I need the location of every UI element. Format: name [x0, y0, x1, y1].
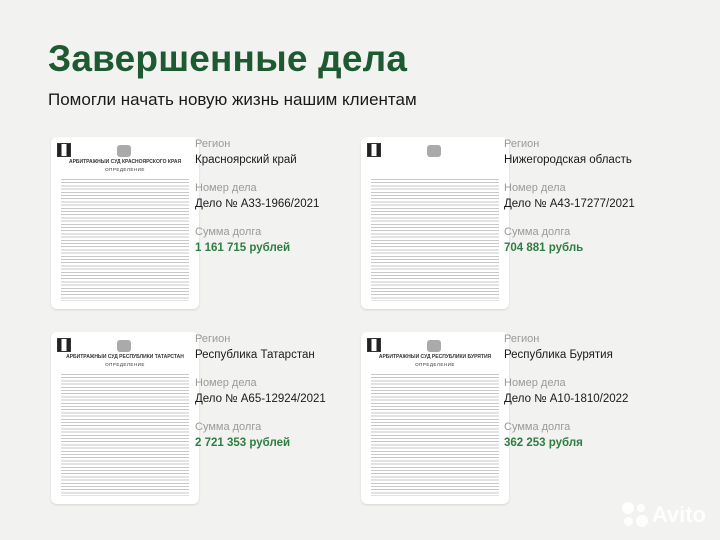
page-title: Завершенные дела — [48, 38, 408, 79]
case-number-value: Дело № А10-1810/2022 — [504, 393, 629, 405]
debt-amount-value: 704 881 рубль — [504, 242, 584, 254]
case-number-label: Номер дела — [504, 182, 566, 194]
emblem-icon — [117, 145, 131, 157]
document-court-name: АРБИТРАЖНЫЙ СУД КРАСНОЯРСКОГО КРАЯ — [68, 159, 182, 165]
avito-logo-icon — [622, 502, 648, 528]
document-text — [371, 179, 499, 301]
case-number-label: Номер дела — [195, 182, 257, 194]
region-label: Регион — [504, 138, 540, 150]
document-title: ОПРЕДЕЛЕНИЕ — [105, 362, 145, 367]
region-value: Красноярский край — [195, 154, 297, 166]
case-number-label: Номер дела — [195, 377, 257, 389]
region-value: Республика Бурятия — [504, 349, 613, 361]
document-title: ОПРЕДЕЛЕНИЕ — [415, 362, 455, 367]
region-value: Республика Татарстан — [195, 349, 315, 361]
document-court-name: АРБИТРАЖНЫЙ СУД РЕСПУБЛИКИ ТАТАРСТАН — [66, 354, 184, 360]
emblem-icon — [427, 145, 441, 157]
court-document-thumbnail[interactable] — [51, 137, 199, 309]
qr-code-icon — [57, 143, 71, 157]
region-label: Регион — [195, 138, 231, 150]
document-title: ОПРЕДЕЛЕНИЕ — [105, 167, 145, 172]
qr-code-icon — [367, 143, 381, 157]
region-label: Регион — [195, 333, 231, 345]
case-number-value: Дело № А43-17277/2021 — [504, 198, 635, 210]
debt-amount-label: Сумма долга — [195, 421, 262, 433]
document-court-name: АРБИТРАЖНЫЙ СУД РЕСПУБЛИКИ БУРЯТИЯ — [378, 354, 492, 360]
court-document-thumbnail[interactable] — [361, 137, 509, 309]
case-number-value: Дело № А65-12924/2021 — [195, 393, 326, 405]
debt-amount-value: 362 253 рубля — [504, 437, 583, 449]
debt-amount-value: 1 161 715 рублей — [195, 242, 291, 254]
watermark-text: Avito — [651, 502, 706, 527]
debt-amount-label: Сумма долга — [504, 226, 571, 238]
avito-watermark — [622, 502, 706, 528]
debt-amount-value: 2 721 353 рублей — [195, 437, 291, 449]
case-number-value: Дело № А33-1966/2021 — [195, 198, 320, 210]
qr-code-icon — [367, 338, 381, 352]
case-number-label: Номер дела — [504, 377, 566, 389]
document-text — [371, 374, 499, 496]
document-text — [61, 374, 189, 496]
emblem-icon — [427, 340, 441, 352]
page-subtitle: Помогли начать новую жизнь нашим клиентам — [48, 90, 417, 109]
court-document-thumbnail[interactable] — [51, 332, 199, 504]
region-label: Регион — [504, 333, 540, 345]
qr-code-icon — [57, 338, 71, 352]
court-document-thumbnail[interactable] — [361, 332, 509, 504]
document-text — [61, 179, 189, 301]
emblem-icon — [117, 340, 131, 352]
region-value: Нижегородская область — [504, 154, 632, 166]
debt-amount-label: Сумма долга — [195, 226, 262, 238]
debt-amount-label: Сумма долга — [504, 421, 571, 433]
